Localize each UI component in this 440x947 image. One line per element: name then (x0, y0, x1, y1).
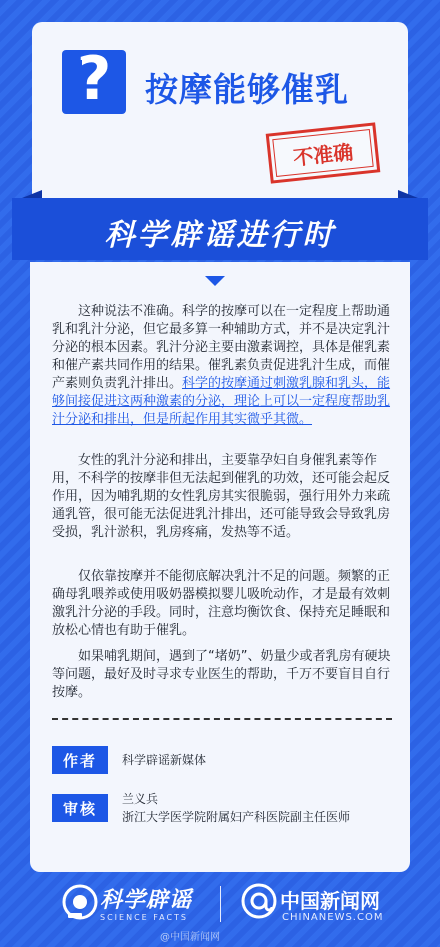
question-mark-icon (62, 50, 126, 114)
science-facts-logo-icon (60, 882, 100, 922)
reviewer-tag: 审核 (52, 794, 108, 822)
banner-title: 科学辟谣进行时 (104, 218, 336, 253)
footer-separator (220, 886, 221, 922)
paragraph-1 (52, 303, 397, 429)
reviewer-info (122, 790, 350, 826)
watermark: @中国新闻网 (160, 932, 220, 943)
section-banner (12, 198, 428, 260)
brand-science-facts: 科学辟谣 (100, 888, 193, 913)
chinanews-logo-icon (240, 882, 278, 920)
paragraph-2: 女性的乳汁分泌和排出，主要靠孕妇自身催乳素等作用，不科学的按摩非但无法起到催乳的功效，还可能会起反作用，因为哺乳期的女性乳房其实很脆弱，强行用外力来疏通乳管，很可能无法促进乳汁排出，还可能导致会导致乳房受损，乳汁淤积，乳房疼痛，发热等不适。 (52, 453, 391, 540)
paragraph-4: 如果哺乳期间，遇到了“堵奶”、奶量少或者乳房有硬块等问题，最好及时寻求专业医生的帮助，千万不要盲目自行按摩。 (52, 649, 391, 700)
author-value: 科学辟谣新媒体 (122, 753, 207, 767)
down-triangle-icon (205, 276, 225, 286)
brand-chinanews: 中国新闻网 (280, 889, 380, 913)
reviewer-name: 兰义兵 (122, 792, 159, 806)
paragraph-1-highlight: 科学的按摩通过刺激乳腺和乳头，能够间接促进这两种激素的分泌，理论上可以一定程度帮助乳汁分泌和排出，但是所起作用其实微乎其微。 (52, 376, 391, 427)
paragraph-1-text: 这种说法不准确。科学的按摩可以在一定程度上帮助通乳和乳汁分泌，但它最多算一种辅助方式，并不是决定乳汁分泌的根本因素。乳汁分泌主要由激素调控，具体是催乳素和催产素共同作用的结果。催乳素负责促进乳汁生成，而催产素则负责乳汁排出。 (52, 304, 391, 391)
paragraph-3: 仅依靠按摩并不能彻底解决乳汁不足的问题。频繁的正确母乳喂养或使用吸奶器模拟婴儿吸吮动作，才是最有效刺激乳汁分泌的手段。同时，注意均衡饮食、保持充足睡眠和放松心情也有助于催乳。 (52, 569, 391, 638)
divider (52, 718, 392, 720)
brand-chinanews-url: CHINANEWS.COM (282, 912, 384, 923)
page-title: 按摩能够催乳 (145, 70, 349, 109)
brand-science-facts-sub: SCIENCE FACTS (100, 913, 188, 922)
reviewer-title: 浙江大学医学院附属妇产科医院副主任医师 (122, 810, 351, 824)
author-tag: 作者 (52, 746, 108, 774)
verdict-stamp-text: 不准确 (292, 139, 355, 170)
